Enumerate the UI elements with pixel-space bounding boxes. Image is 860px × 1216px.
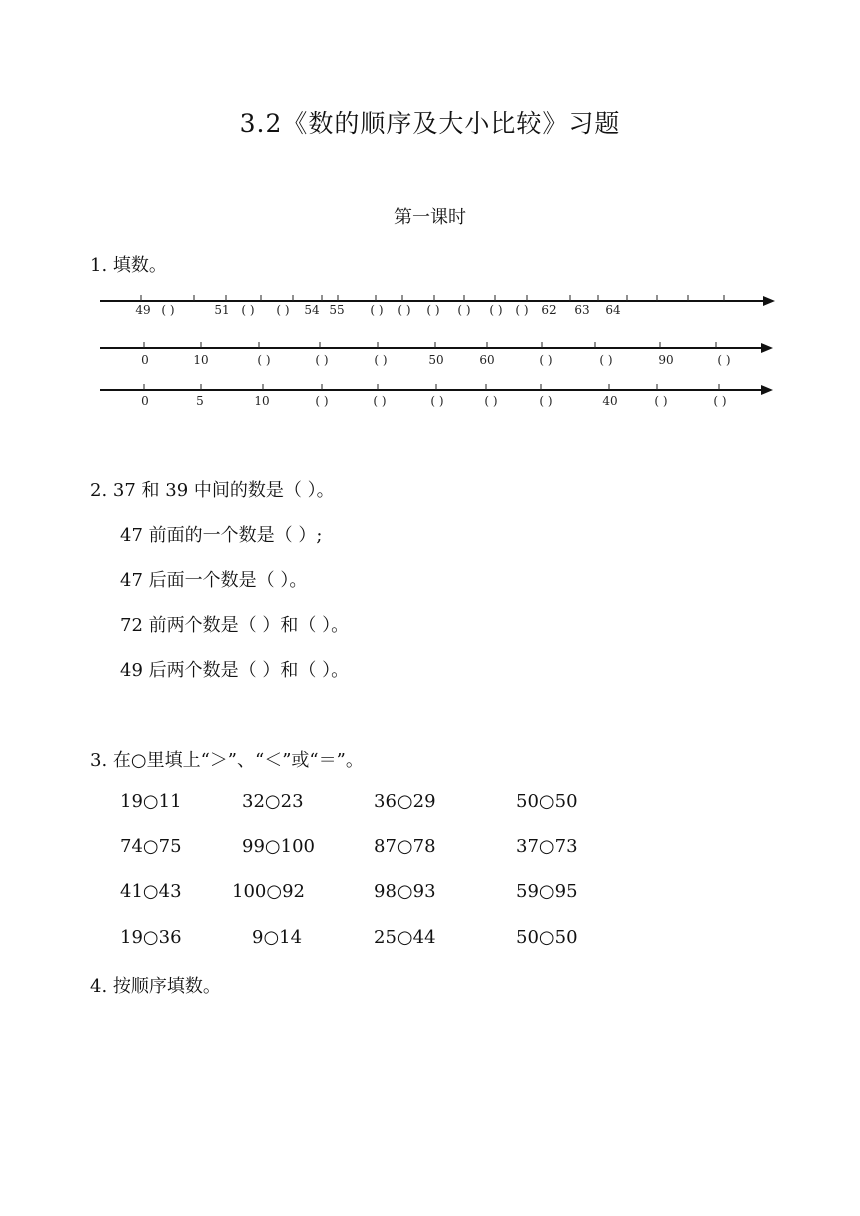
lesson-subtitle: 第一课时 bbox=[394, 207, 466, 228]
number-line-label: 50 bbox=[428, 353, 444, 367]
number-line-label: 55 bbox=[329, 303, 345, 317]
number-line-label: 10 bbox=[254, 394, 270, 408]
number-line-blank: ( ) bbox=[539, 353, 553, 367]
number-line-blank: ( ) bbox=[484, 394, 498, 408]
compare-item: 98○93 bbox=[374, 881, 436, 902]
compare-item: 37○73 bbox=[516, 836, 578, 857]
question-4-label: 4. 按顺序填数。 bbox=[90, 976, 221, 997]
compare-item: 36○29 bbox=[374, 791, 436, 812]
number-line-blank: ( ) bbox=[315, 394, 329, 408]
arrowhead-icon bbox=[761, 385, 773, 395]
number-line-label: 49 bbox=[135, 303, 151, 317]
question-3-label: 3. 在○里填上“＞”、“＜”或“＝”。 bbox=[90, 750, 364, 771]
number-line-blank: ( ) bbox=[373, 394, 387, 408]
number-line-blank: ( ) bbox=[397, 303, 411, 317]
number-line-3 bbox=[100, 384, 773, 408]
number-line-blank: ( ) bbox=[713, 394, 727, 408]
compare-item: 41○43 bbox=[120, 881, 182, 902]
compare-item: 25○44 bbox=[374, 927, 436, 948]
question-2-line-2: 47 前面的一个数是（ ）; bbox=[120, 525, 323, 546]
compare-item: 74○75 bbox=[120, 836, 182, 857]
number-line-label: 64 bbox=[605, 303, 621, 317]
number-line-blank: ( ) bbox=[374, 353, 388, 367]
number-line-blank: ( ) bbox=[276, 303, 290, 317]
number-line-blank: ( ) bbox=[515, 303, 529, 317]
number-line-label: 5 bbox=[196, 394, 204, 408]
number-line-2 bbox=[100, 342, 773, 367]
compare-item: 19○36 bbox=[120, 927, 182, 948]
compare-item: 9○14 bbox=[252, 927, 303, 948]
number-line-label: 54 bbox=[304, 303, 320, 317]
question-1-label: 1. 填数。 bbox=[90, 255, 167, 276]
number-line-label: 40 bbox=[602, 394, 618, 408]
number-line-label: 0 bbox=[141, 353, 149, 367]
number-line-blank: ( ) bbox=[489, 303, 503, 317]
number-line-blank: ( ) bbox=[315, 353, 329, 367]
compare-item: 32○23 bbox=[242, 791, 304, 812]
compare-item: 99○100 bbox=[242, 836, 315, 857]
compare-item: 50○50 bbox=[516, 791, 578, 812]
arrowhead-icon bbox=[761, 343, 773, 353]
compare-item: 19○11 bbox=[120, 791, 182, 812]
number-line-label: 62 bbox=[541, 303, 557, 317]
number-line-label: 60 bbox=[479, 353, 495, 367]
number-lines bbox=[0, 280, 860, 420]
compare-item: 59○95 bbox=[516, 881, 578, 902]
number-line-label: 51 bbox=[214, 303, 230, 317]
number-line-label: 10 bbox=[193, 353, 209, 367]
number-line-label: 0 bbox=[141, 394, 149, 408]
arrowhead-icon bbox=[763, 296, 775, 306]
number-line-blank: ( ) bbox=[161, 303, 175, 317]
compare-item: 87○78 bbox=[374, 836, 436, 857]
page-title: 3.2《数的顺序及大小比较》习题 bbox=[239, 109, 621, 138]
number-line-label: 63 bbox=[574, 303, 590, 317]
number-line-blank: ( ) bbox=[370, 303, 384, 317]
number-line-1 bbox=[100, 295, 775, 317]
number-line-label: 90 bbox=[658, 353, 674, 367]
number-line-blank: ( ) bbox=[430, 394, 444, 408]
number-line-blank: ( ) bbox=[241, 303, 255, 317]
question-2-line-1: 2. 37 和 39 中间的数是（ ）。 bbox=[90, 480, 335, 501]
number-line-blank: ( ) bbox=[654, 394, 668, 408]
number-line-blank: ( ) bbox=[457, 303, 471, 317]
compare-item: 100○92 bbox=[232, 881, 305, 902]
question-2-line-4: 72 前两个数是（ ）和（ ）。 bbox=[120, 615, 350, 636]
number-line-blank: ( ) bbox=[257, 353, 271, 367]
number-line-blank: ( ) bbox=[599, 353, 613, 367]
number-line-blank: ( ) bbox=[539, 394, 553, 408]
number-line-blank: ( ) bbox=[717, 353, 731, 367]
number-line-blank: ( ) bbox=[426, 303, 440, 317]
compare-item: 50○50 bbox=[516, 927, 578, 948]
question-2-line-3: 47 后面一个数是（ ）。 bbox=[120, 570, 308, 591]
question-2-line-5: 49 后两个数是（ ）和（ ）。 bbox=[120, 660, 350, 681]
